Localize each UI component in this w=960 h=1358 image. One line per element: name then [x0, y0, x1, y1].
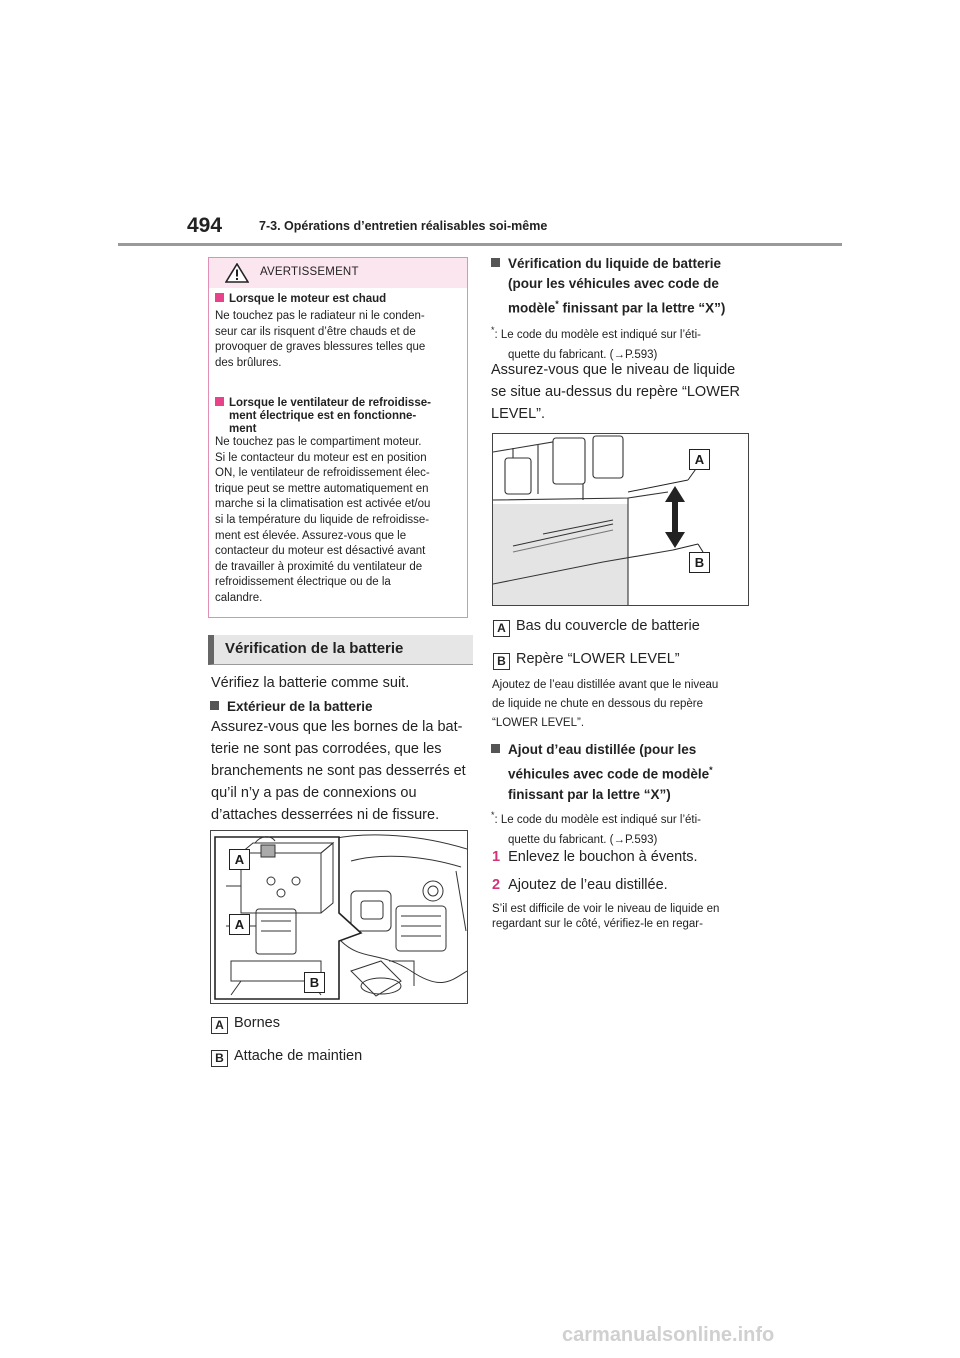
- warning-header: [209, 258, 467, 288]
- step-text: Enlevez le bouchon à évents.: [508, 849, 698, 865]
- label-text: Bornes: [234, 1015, 280, 1031]
- label-key-b: B: [493, 653, 510, 670]
- step-number: 1: [492, 849, 501, 865]
- battery-exterior-figure: [210, 830, 468, 1004]
- footnote-fluid: *: Le code du modèle est indiqué sur l’éti- quette du fabricant. (→P.593): [491, 325, 701, 361]
- label-text: Repère “LOWER LEVEL”: [516, 651, 680, 667]
- label-row-couvercle: [493, 618, 700, 637]
- pink-square-icon: [215, 397, 224, 406]
- pink-square-icon: [215, 293, 224, 302]
- figure-callout-b: B: [304, 972, 325, 993]
- label-key-a: A: [493, 620, 510, 637]
- warning-subheading-hot-engine: Lorsque le moteur est chaud: [215, 293, 386, 306]
- subheading-exterior: Extérieur de la batterie: [210, 697, 373, 717]
- add-water-tail: S’il est difficile de voir le niveau de liquide en regardant sur le côté, vérifiez-le en regar-: [492, 903, 720, 930]
- warning-box: [208, 257, 468, 618]
- warning-title: AVERTISSEMENT: [260, 266, 359, 278]
- step-2: [492, 877, 668, 893]
- section-heading-battery-check: [208, 635, 473, 665]
- section-title: 7-3. Opérations d’entretien réalisables soi-même: [259, 219, 548, 233]
- figure-callout-b: B: [689, 552, 710, 573]
- bullet-square-icon: [210, 701, 219, 710]
- step-1: [492, 849, 698, 865]
- watermark: carmanualsonline.info: [562, 1324, 775, 1346]
- battery-level-figure: [492, 433, 749, 606]
- footnote-add-water: *: Le code du modèle est indiqué sur l’éti- quette du fabricant. (→P.593): [491, 810, 701, 846]
- section-heading-text: Vérification de la batterie: [225, 640, 404, 657]
- label-key-b: B: [211, 1050, 228, 1067]
- figure-callout-a: A: [689, 449, 710, 470]
- step-number: 2: [492, 877, 501, 893]
- warning-body-fan: Ne touchez pas le compartiment moteur. Si le contacteur du moteur est en position ON, le ventilateur de refroidissement élec- trique peut se mettre automatiquement en marche si la climatisation est activée et/ou si la température du liquide de refroidisse- ment est élevée. Assurez-vous que le contacteur du moteur est désactivé avant de travailler à proximité du ventilateur de refroidissement électrique ou de la calandre.: [215, 436, 431, 604]
- exterior-body: Assurez-vous que les bornes de la bat- terie ne sont pas corrodées, que les branchements ne sont pas desserrés et qu’il n’y a pas de connexions ou d’attaches desserrées ni de fissure.: [211, 719, 466, 823]
- label-row-bornes: [211, 1015, 280, 1034]
- fluid-body: Assurez-vous que le niveau de liquide se situe au-dessus du repère “LOWER LEVEL”.: [491, 362, 741, 422]
- bullet-square-icon: [491, 744, 500, 753]
- subheading-add-water: Ajout d’eau distillée (pour les véhicules avec code de modèle* finissant par la lettre “X”): [491, 740, 761, 805]
- label-row-attache: [211, 1048, 362, 1067]
- label-text: Attache de maintien: [234, 1048, 363, 1064]
- battery-intro: Vérifiez la batterie comme suit.: [211, 675, 410, 691]
- figure-callout-a-lower: A: [229, 914, 250, 935]
- battery-level-illustration: [493, 434, 749, 606]
- label-text: Bas du couvercle de batterie: [516, 618, 700, 634]
- fluid-note: Ajoutez de l’eau distillée avant que le niveau de liquide ne chute en dessous du repère “LOWER LEVEL”.: [492, 679, 719, 729]
- figure-callout-a-upper: A: [229, 849, 250, 870]
- warning-triangle-icon: [225, 263, 249, 283]
- bullet-square-icon: [491, 258, 500, 267]
- subheading-fluid-check: Vérification du liquide de batterie (pour les véhicules avec code de modèle* finissant par la lettre “X”): [491, 254, 761, 319]
- header-rule: [118, 243, 842, 246]
- label-row-repere: [493, 651, 680, 670]
- label-key-a: A: [211, 1017, 228, 1034]
- warning-body-hot-engine: Ne touchez pas le radiateur ni le conden- seur car ils risquent d’être chauds et de provoquer de graves blessures telles que des brûlures.: [215, 310, 426, 369]
- step-text: Ajoutez de l’eau distillée.: [508, 877, 668, 893]
- warning-subheading-fan: Lorsque le ventilateur de refroidisse- ment électrique est en fonctionne- ment: [215, 384, 431, 436]
- page-number: 494: [187, 214, 223, 237]
